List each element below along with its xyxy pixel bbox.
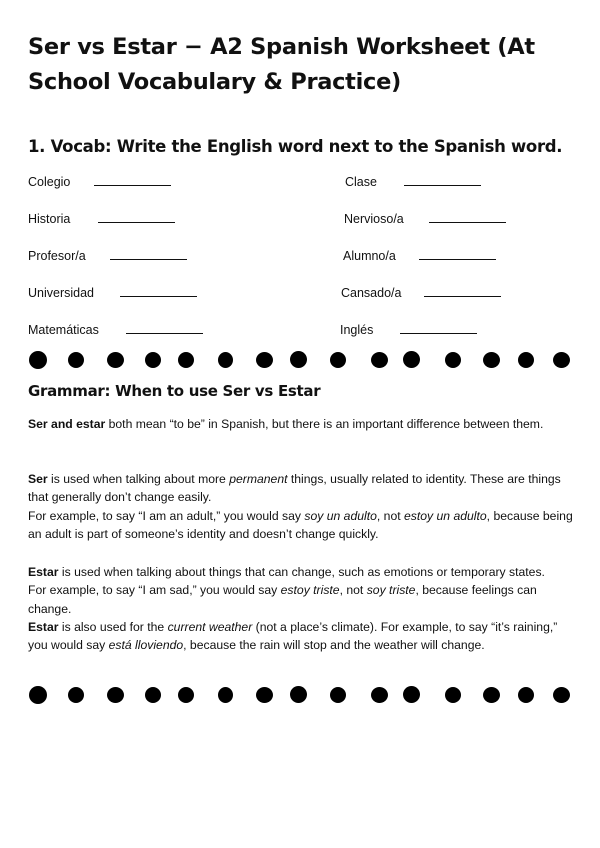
divider-dot bbox=[553, 687, 570, 703]
divider-dot bbox=[107, 352, 124, 368]
divider-dot bbox=[445, 352, 461, 368]
vocab-section-heading: 1. Vocab: Write the English word next to the Spanish word. bbox=[28, 137, 563, 156]
vocab-word: Inglés bbox=[340, 323, 374, 337]
answer-blank[interactable] bbox=[400, 323, 477, 334]
vocab-word: Historia bbox=[28, 212, 71, 226]
vocab-word: Profesor/a bbox=[28, 249, 86, 263]
divider-dot bbox=[68, 352, 84, 368]
vocab-word: Matemáticas bbox=[28, 323, 99, 337]
divider-dot bbox=[403, 351, 420, 368]
vocab-word: Cansado/a bbox=[341, 286, 402, 300]
divider-dot bbox=[553, 352, 570, 368]
divider-dot bbox=[483, 687, 500, 703]
divider-dot bbox=[178, 352, 194, 368]
answer-blank[interactable] bbox=[126, 323, 203, 334]
grammar-section-heading: Grammar: When to use Ser vs Estar bbox=[28, 382, 321, 400]
vocab-item-right bbox=[340, 323, 477, 337]
divider-dot bbox=[290, 351, 307, 368]
intro-bold-term: Ser and estar bbox=[28, 417, 106, 431]
intro-paragraph bbox=[28, 415, 573, 433]
estar-example-text: , not bbox=[339, 583, 367, 598]
vocab-item-right bbox=[345, 175, 481, 189]
divider-dot bbox=[29, 351, 47, 369]
vocab-item-left bbox=[28, 212, 175, 226]
answer-blank[interactable] bbox=[94, 175, 171, 186]
divider-dot bbox=[145, 687, 161, 703]
ser-example-text: , because being an adult is part of someone’s identity and doesn’t change quickly. bbox=[28, 508, 573, 541]
divider-dot bbox=[518, 352, 534, 368]
estar-weather-text: (not a place’s climate). For example, to say “it’s raining,” you would say bbox=[28, 619, 558, 653]
estar-example-italic: soy triste bbox=[366, 583, 416, 598]
divider-dot bbox=[256, 352, 273, 368]
divider-dot bbox=[330, 687, 346, 703]
estar-term: Estar bbox=[28, 565, 59, 579]
vocab-item-right bbox=[341, 286, 501, 300]
vocab-word: Universidad bbox=[28, 286, 95, 300]
answer-blank[interactable] bbox=[429, 212, 506, 223]
divider-dot bbox=[290, 686, 307, 703]
page-title: Ser vs Estar − A2 Spanish Worksheet (At School Vocabulary & Practice) bbox=[28, 34, 535, 95]
estar-text: is used when talking about things that can change, such as emotions or temporary states. bbox=[58, 565, 545, 579]
vocab-word: Nervioso/a bbox=[344, 212, 404, 226]
estar-paragraph bbox=[28, 563, 573, 654]
vocab-word: Colegio bbox=[28, 175, 71, 189]
ser-example-text: For example, to say “I am an adult,” you would say bbox=[28, 508, 305, 523]
answer-blank[interactable] bbox=[424, 286, 501, 297]
estar-example-text: , because feelings can change. bbox=[28, 583, 537, 616]
vocab-item-left bbox=[28, 249, 187, 263]
divider-dot bbox=[68, 687, 84, 703]
vocab-item-left bbox=[28, 323, 203, 337]
divider-dot bbox=[330, 352, 346, 368]
estar-weather-italic: current weather bbox=[167, 619, 253, 634]
divider-dot bbox=[483, 352, 500, 368]
ser-example-italic: soy un adulto bbox=[304, 508, 377, 523]
vocab-word: Clase bbox=[345, 175, 377, 189]
estar-weather-text: is also used for the bbox=[58, 619, 168, 634]
divider-dot bbox=[29, 686, 47, 704]
dot-divider bbox=[0, 349, 600, 371]
divider-dot bbox=[403, 686, 420, 703]
ser-text: is used when talking about more bbox=[47, 472, 230, 486]
answer-blank[interactable] bbox=[120, 286, 197, 297]
divider-dot bbox=[371, 352, 388, 368]
divider-dot bbox=[371, 687, 388, 703]
ser-example-italic: estoy un adulto bbox=[404, 508, 487, 523]
divider-dot bbox=[145, 352, 161, 368]
dot-divider bbox=[0, 684, 600, 706]
answer-blank[interactable] bbox=[110, 249, 187, 260]
vocab-item-right bbox=[344, 212, 506, 226]
divider-dot bbox=[218, 352, 233, 368]
divider-dot bbox=[256, 687, 273, 703]
estar-example-text: For example, to say “I am sad,” you would say bbox=[28, 583, 281, 598]
estar-weather-text: , because the rain will stop and the weather will change. bbox=[183, 638, 485, 653]
vocab-word: Alumno/a bbox=[343, 249, 396, 263]
intro-text: both mean “to be” in Spanish, but there is an important difference between them. bbox=[105, 417, 544, 431]
vocab-item-right bbox=[343, 249, 496, 263]
vocab-item-left bbox=[28, 286, 197, 300]
divider-dot bbox=[107, 687, 124, 703]
divider-dot bbox=[445, 687, 461, 703]
ser-italic: permanent bbox=[229, 472, 288, 486]
answer-blank[interactable] bbox=[404, 175, 481, 186]
vocab-item-left bbox=[28, 175, 171, 189]
divider-dot bbox=[518, 687, 534, 703]
ser-term: Ser bbox=[28, 472, 48, 486]
estar-example-italic: estoy triste bbox=[280, 583, 340, 598]
ser-text: things, usually related to identity. These are things that generally don’t change easily. bbox=[28, 472, 561, 505]
answer-blank[interactable] bbox=[419, 249, 496, 260]
ser-example-text: , not bbox=[376, 508, 404, 523]
divider-dot bbox=[218, 687, 233, 703]
ser-paragraph bbox=[28, 470, 573, 543]
divider-dot bbox=[178, 687, 194, 703]
estar-term: Estar bbox=[28, 619, 59, 634]
estar-weather-italic: está lloviendo bbox=[108, 638, 184, 653]
answer-blank[interactable] bbox=[98, 212, 175, 223]
